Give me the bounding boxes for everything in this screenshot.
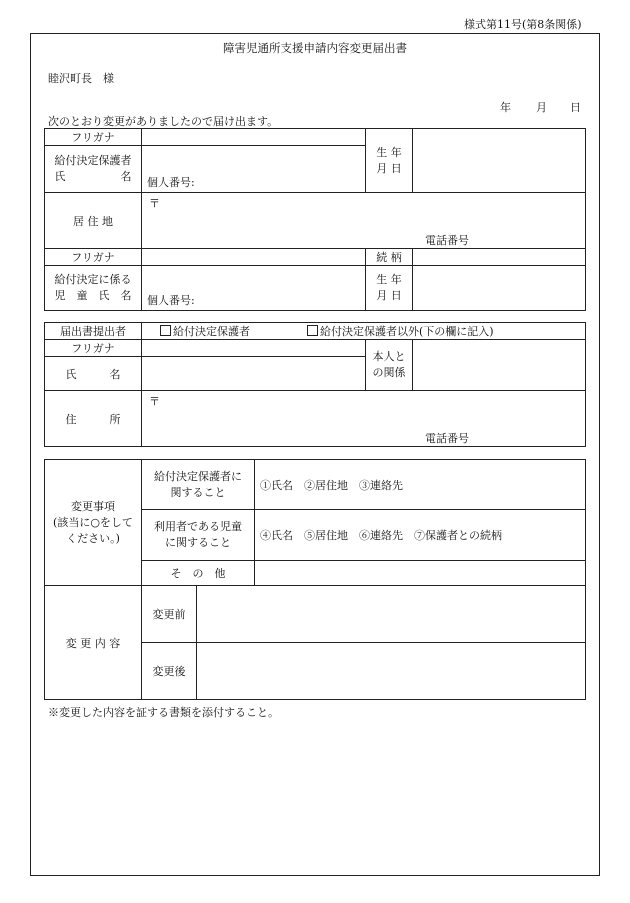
date-month: 月: [536, 101, 547, 114]
child-birth-field[interactable]: [413, 266, 586, 311]
relationship-label: 続 柄: [366, 249, 413, 266]
guardian-name-field[interactable]: [142, 146, 366, 193]
phone-label: 電話番号: [425, 432, 469, 445]
guardian-birth-label: 生 年 月 日: [366, 129, 413, 193]
furigana-label: フリガナ: [45, 129, 142, 146]
submitter-table: [44, 322, 586, 447]
before-field[interactable]: [197, 586, 586, 643]
option-other[interactable]: 給付決定保護者以外(下の欄に記入): [307, 325, 494, 338]
submitter-address-field[interactable]: [142, 391, 586, 447]
child-furigana-label: フリガナ: [45, 249, 142, 266]
child-name-field[interactable]: [142, 266, 366, 311]
page-title: 障害児通所支援申請内容変更届出書: [223, 41, 407, 55]
relationship-field[interactable]: [413, 249, 586, 266]
option-guardian[interactable]: 給付決定保護者: [160, 325, 250, 338]
relation-label: 本人と の関係: [366, 340, 413, 391]
child-furigana-field[interactable]: [142, 249, 366, 266]
submitter-name-field[interactable]: [142, 357, 366, 391]
after-label: 変更後: [142, 643, 197, 700]
child-related-label: 利用者である児童 に関すること: [142, 510, 255, 561]
other-label: そ の 他: [142, 561, 255, 586]
checkbox-icon[interactable]: [307, 325, 318, 336]
submitter-furigana-field[interactable]: [142, 340, 366, 357]
change-items-label: 変更事項 (該当に○をして ください。): [45, 460, 142, 586]
guardian-name-label: 給付決定保護者 氏 名: [45, 146, 142, 193]
checkbox-icon[interactable]: [160, 325, 171, 336]
phone-label: 電話番号: [425, 234, 469, 247]
footnote: ※変更した内容を証する書類を添付すること。: [48, 706, 279, 719]
submitter-address-label: 住 所: [45, 391, 142, 447]
address-label: 居 住 地: [45, 193, 142, 249]
change-table: [44, 459, 586, 700]
postal-mark: 〒: [149, 197, 160, 210]
form-number: 様式第11号(第8条関係): [464, 18, 582, 31]
after-field[interactable]: [197, 643, 586, 700]
change-content-label: 変 更 内 容: [45, 586, 142, 700]
submitter-name-label: 氏 名: [45, 357, 142, 391]
submitter-furigana-label: フリガナ: [45, 340, 142, 357]
personal-number-label-2: 個人番号:: [147, 294, 195, 307]
guardian-options[interactable]: ①氏名 ②居住地 ③連絡先: [255, 460, 586, 510]
child-options[interactable]: ④氏名 ⑤居住地 ⑥連絡先 ⑦保護者との続柄: [255, 510, 586, 561]
relation-field[interactable]: [413, 340, 586, 391]
personal-number-label: 個人番号:: [147, 176, 195, 189]
submitter-label: 届出書提出者: [45, 323, 142, 340]
intro-text: 次のとおり変更がありましたので届け出ます。: [48, 115, 279, 128]
guardian-birth-field[interactable]: [413, 129, 586, 193]
child-name-label: 給付決定に係る 児 童 氏 名: [45, 266, 142, 311]
guardian-child-table: [44, 128, 586, 311]
date-year: 年: [500, 101, 511, 114]
child-birth-label: 生 年 月 日: [366, 266, 413, 311]
other-field[interactable]: [255, 561, 586, 586]
date-day: 日: [570, 101, 581, 114]
address-field[interactable]: [142, 193, 586, 249]
guardian-furigana-field[interactable]: [142, 129, 366, 146]
submitter-options: [142, 323, 586, 340]
addressee: 睦沢町長 様: [48, 72, 114, 85]
before-label: 変更前: [142, 586, 197, 643]
postal-mark: 〒: [149, 395, 160, 408]
guardian-related-label: 給付決定保護者に 関すること: [142, 460, 255, 510]
